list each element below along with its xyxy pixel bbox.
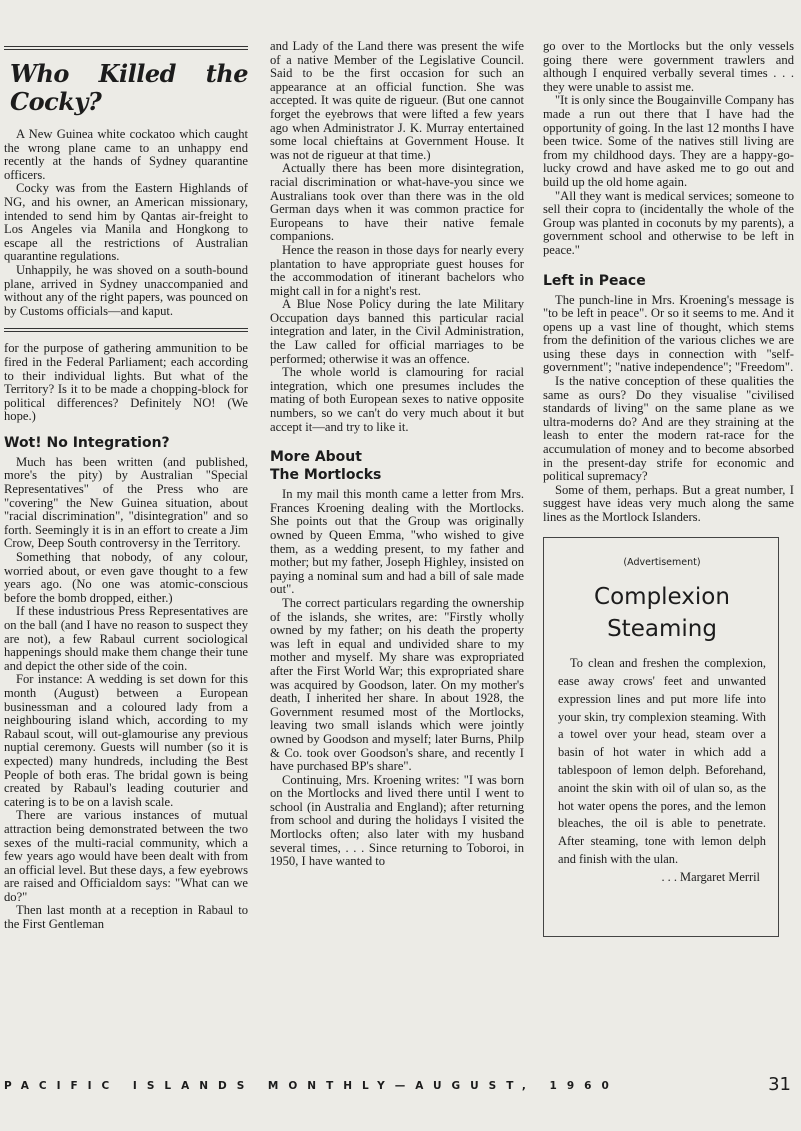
body-paragraph: and Lady of the Land there was present the wife of a native Member of the Legislative Council. Said to be the first occasion for such an appearance at an official function. She was accepted. It was quite de rigueur. (But one cannot forget the eyebrows that were lifted a few years ago when Administrator J. K. Murray entertained some local chieftains at Government House. It was not de rigueur at that time.) [270,39,524,162]
advertisement-body: To clean and freshen the complexion, ease away crows' feet and unwanted expression lines and put more life into your skin, try complexion steaming. With a towel over your head, steam over a basin of hot water in which add a tablespoon of lemon delph. Beforehand, anoint the skin with oil of ulan so, as the hot water opens the pores, and the lemon bleaches, the oil is able to penetrate. After steaming, tone with lemon delph and finish with the ulan. [558,656,766,866]
body-paragraph: In my mail this month came a letter from Mrs. Frances Kroening dealing with the Mortlocks. She points out that the Group was originally owned by Queen Emma, "who wished to give them, as a wedding present, to my father and mother; but my father, Joseph Highley, insisted on paying a nominal sum and had a bill of sale made out". [270,487,524,597]
column-1 [4,40,248,932]
body-paragraph: The whole world is clamouring for racial integration, which one presumes includes the mating of both European sexes to native opposite numbers, so we can't do very much about it but accept it—and try to like it. [270,365,524,434]
advertisement-title-line1: Complexion [594,584,730,611]
body-paragraph: "All they want is medical services; someone to sell their copra to (incidentally the whole of the Group was planted in coconuts by my parents), a government school and otherwise to be left in peace." [543,188,794,257]
article-paragraph: A New Guinea white cockatoo which caught the wrong plane came to an unhappy end recently at the hands of Sydney quarantine officers. [4,127,248,182]
column-2 [270,40,524,869]
double-rule [4,46,248,50]
body-paragraph: Hence the reason in those days for nearly every plantation to have appropriate guest houses for the accommodation of itinerant bachelors who might call in for a night's rest. [270,242,524,298]
body-paragraph: Continuing, Mrs. Kroening writes: "I was born on the Mortlocks and lived there until I went to school (in Australia and England); after returning from school and during the holidays I visited the Mortlocks often; also later with my husband several times, . . . Since returning to Toboroi, in 1950, I have wanted to [270,772,524,869]
article-paragraph: Cocky was from the Eastern Highlands of NG, and his owner, an American missionary, intended to send him by Qantas air-freight to Los Angeles via Manila and Hongkong to escape all the restrictions of Australian quarantine regulations. [4,181,248,264]
body-paragraph: "It is only since the Bougainville Company has made a run out there that I have had the opportunity of going. In the last 12 months I have been twice. Some of the natives still living are from my childhood days. They are a happy-go-lucky crowd and have asked me to go out and build up the old home again. [543,93,794,189]
body-paragraph: The punch-line in Mrs. Kroening's message is "to be left in peace". Or so it seems to me. And it opens up a vast line of thought, which stems from the definition of the various cliches we are using these days in connection with "self-government"; "native independence"; "Freedom". [543,292,794,375]
advertisement-title-line2: Steaming [607,616,717,643]
body-paragraph: Actually there has been more disintegration, racial discrimination or what-have-you since we Australians took over than there was in the old German days when it was common practice for Europeans to have their native female companions. [270,161,524,244]
article-paragraph: Unhappily, he was shoved on a south-bound plane, arrived in Sydney unaccompanied and without any of the right papers, was pounced on by Customs officials—and kaput. [4,262,248,318]
article-title: Who Killed the Cocky? [10,59,248,116]
body-paragraph: Then last month at a reception in Rabaul to the First Gentleman [4,903,248,932]
section-heading: Left in Peace [543,272,646,289]
body-paragraph: Some of them, perhaps. But a great number, I suggest have ideas very much along the same lines as the Mortlock Islanders. [543,482,794,524]
continued-paragraph: for the purpose of gathering ammunition to be fired in the Federal Parliament; each according to their individual lights. But what of the Territory? Is it to be made a chopping-block for political differences? Definitely NO! (We hope.) [4,341,248,424]
section-heading: Wot! No Integration? [4,434,170,451]
body-paragraph: Something that nobody, of any colour, worried about, or even gave thought to a few years ago. (No one was atomic-conscious before the bomb dropped, either.) [4,550,248,605]
section-heading-line2: The Mortlocks [270,467,382,484]
body-paragraph: Is the native conception of these qualities the same as ours? Do they visualise "civilised standards of living" on the same plane as we ultra-moderns do? And are they straining at the leash to enter the modern rat-race for the accumulation of money and to become absorbed in the present-day strife for economic and political supremacy? [543,374,794,484]
body-paragraph: go over to the Mortlocks but the only vessels going there were government trawlers and although I enquired verbally several times . . . they were unable to assist me. [543,39,794,94]
advertisement-label: (Advertisement) [623,556,701,568]
running-footer: PACIFIC ISLANDS MONTHLY—AUGUST, 1960 [4,1080,619,1092]
advertisement-signature: . . . Margaret Merril [661,869,760,884]
body-paragraph: If these industrious Press Representatives are on the ball (and I have no reason to suspect they are not), a few Rabaul current sociological happenings should make them change their tune and depict the other side of the coin. [4,604,248,673]
double-rule [4,328,248,332]
body-paragraph: For instance: A wedding is set down for this month (August) between a European businessman and a coloured lady from a neighbouring island which, according to my Rabaul scout, will out-glamourise any previous nuptial ceremony. Guests will number (so it is expected) many hundreds, including the Best People of both eras. The bridal gown is being created by Rabaul's leading couturier and catering is to be on a lavish scale. [4,672,248,809]
column-3 [543,40,794,937]
body-paragraph: The correct particulars regarding the ownership of the islands, she writes, are: "Firstly wholly owned by my father; on his death the property was left in equal and undivided share to my mother and myself. My share was expropriated after the First World War; this expropriated share was acquired by Goodson, later. On my mother's death, I inherited her share. In about 1928, the Government resumed most of the Mortlocks, leaving two small islands which were jointly owned by Goodson and myself; later Burns, Philp & Co. took over Goodson's share, and recently I have purchased BP's share". [270,595,524,774]
advertisement-title [558,581,766,645]
section-heading-line1: More About [270,449,362,466]
body-paragraph: Much has been written (and published, more's the pity) by Australian "Special Representatives" of the Press who are "covering" the New Guinea situation, about "racial discrimination", "disintegration" and so forth. Seemingly it is in an effort to create a Jim Crow, Deep South controversy in the Territory. [4,454,248,551]
advertisement-box [543,537,779,937]
body-paragraph: A Blue Nose Policy during the late Military Occupation days banned this particular racial integration and later, in the Civil Administration, the Law called for official marriages to be performed; otherwise it was an offence. [270,297,524,366]
body-paragraph: There are various instances of mutual attraction being demonstrated between the two sexes of the multi-racial community, which a few years ago would have been dealt with from an official level. But these days, a few eyebrows are raised and Officialdom says: "What can we do?" [4,808,248,904]
page-number: 31 [768,1074,791,1095]
